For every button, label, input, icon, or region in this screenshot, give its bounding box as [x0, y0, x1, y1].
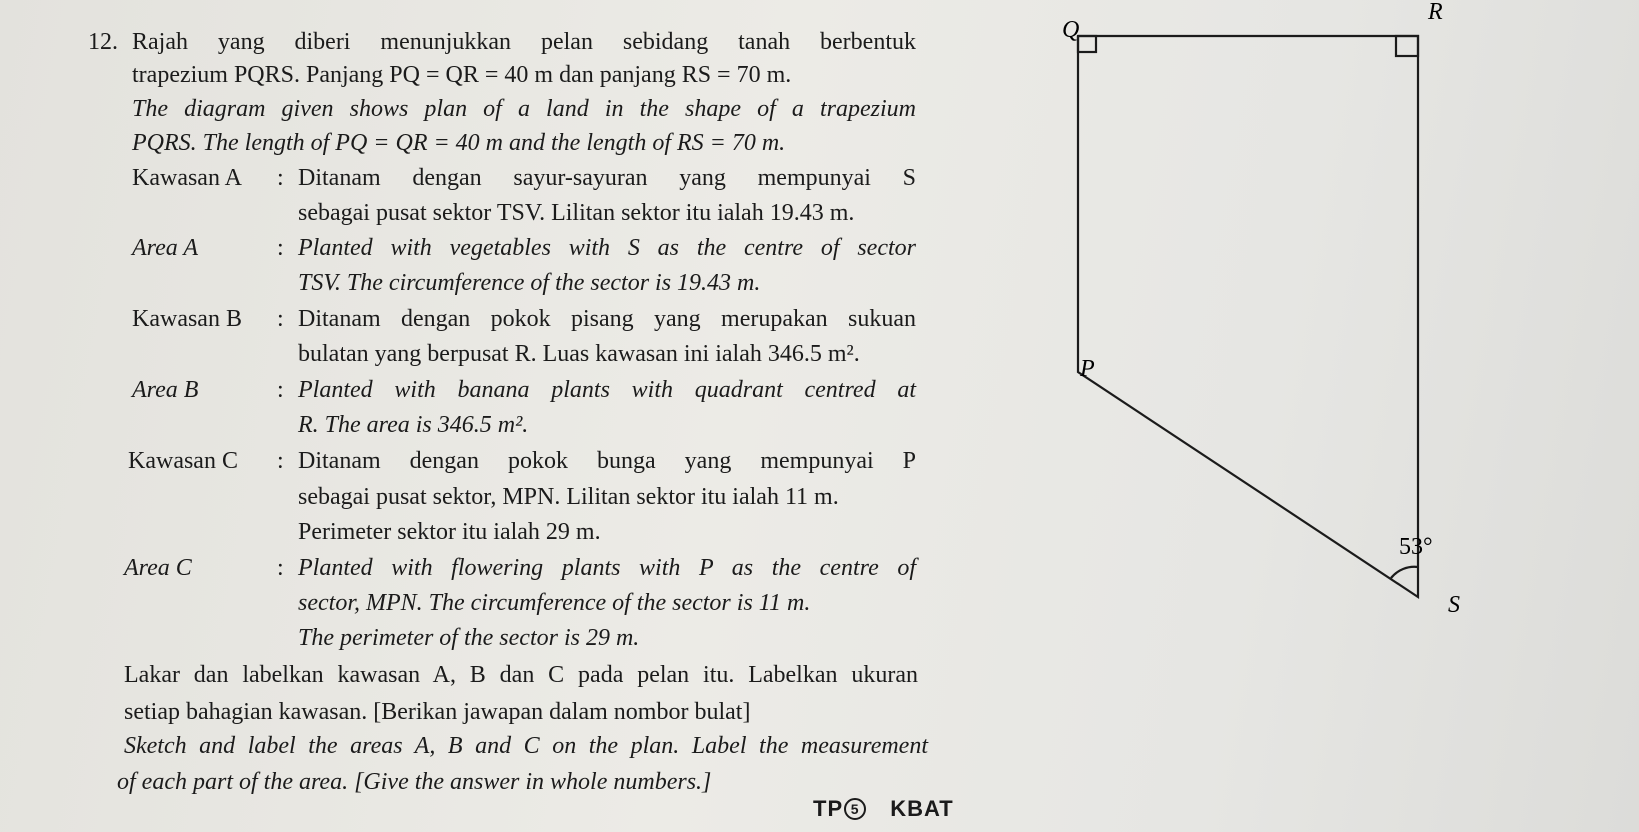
area-c-desc-ms-1: Ditanam dengan pokok bunga yang mempunyai P — [298, 448, 916, 474]
area-c-desc-ms-2: sebagai pusat sektor, MPN. Lilitan sektor itu ialah 11 m. — [298, 484, 839, 510]
area-b-colon-en: : — [277, 377, 284, 403]
kbat-label: KBAT — [890, 796, 954, 821]
instruction-ms-1: Lakar dan labelkan kawasan A, B dan C pada pelan itu. Labelkan ukuran — [124, 662, 918, 688]
vertex-label-q: Q — [1062, 17, 1080, 43]
area-a-label-ms: Kawasan A — [132, 165, 242, 191]
area-a-desc-en-2: TSV. The circumference of the sector is 19.43 m. — [298, 270, 761, 296]
area-a-colon-ms: : — [277, 165, 284, 191]
vertex-label-r: R — [1428, 0, 1443, 25]
area-c-label-ms: Kawasan C — [128, 448, 238, 474]
area-c-label-en: Area C — [124, 555, 192, 581]
intro-en-line-2: PQRS. The length of PQ = QR = 40 m and the length of RS = 70 m. — [132, 130, 786, 156]
question-number: 12. — [88, 29, 118, 55]
area-c-desc-en-2: sector, MPN. The circumference of the sector is 11 m. — [298, 590, 811, 616]
area-b-label-ms: Kawasan B — [132, 306, 242, 332]
area-b-colon-ms: : — [277, 306, 284, 332]
tp-level-badge: 5 — [844, 798, 866, 820]
vertex-label-p: P — [1080, 356, 1095, 382]
intro-en-line-1: The diagram given shows plan of a land in the shape of a trapezium — [132, 96, 916, 122]
area-b-desc-ms-2: bulatan yang berpusat R. Luas kawasan ini ialah 346.5 m². — [298, 341, 860, 367]
area-b-desc-ms-1: Ditanam dengan pokok pisang yang merupakan sukuan — [298, 306, 916, 332]
area-c-desc-en-1: Planted with flowering plants with P as the centre of — [298, 555, 916, 581]
area-a-label-en: Area A — [132, 235, 198, 261]
area-c-colon-ms: : — [277, 448, 284, 474]
area-a-desc-ms-2: sebagai pusat sektor TSV. Lilitan sektor itu ialah 19.43 m. — [298, 200, 855, 226]
instruction-ms-2: setiap bahagian kawasan. [Berikan jawapan dalam nombor bulat] — [124, 699, 751, 725]
intro-ms-line-2: trapezium PQRS. Panjang PQ = QR = 40 m dan panjang RS = 70 m. — [132, 62, 792, 88]
area-a-desc-ms-1: Ditanam dengan sayur-sayuran yang mempunyai S — [298, 165, 916, 191]
area-a-colon-en: : — [277, 235, 284, 261]
tp-label: TP — [813, 796, 844, 821]
area-b-desc-en-1: Planted with banana plants with quadrant centred at — [298, 377, 916, 403]
area-b-desc-en-2: R. The area is 346.5 m². — [298, 412, 529, 438]
instruction-en-2: of each part of the area. [Give the answer in whole numbers.] — [117, 769, 712, 795]
area-c-desc-ms-3: Perimeter sektor itu ialah 29 m. — [298, 519, 601, 545]
right-angle-mark-q — [1078, 36, 1096, 52]
vertex-label-s: S — [1448, 592, 1460, 618]
intro-ms-line-1: Rajah yang diberi menunjukkan pelan sebidang tanah berbentuk — [132, 29, 916, 55]
angle-label-s: 53° — [1399, 534, 1433, 560]
area-c-colon-en: : — [277, 555, 284, 581]
area-b-label-en: Area B — [132, 377, 199, 403]
instruction-en-1: Sketch and label the areas A, B and C on the plan. Label the measurement — [124, 733, 928, 759]
angle-arc-s — [1391, 567, 1418, 578]
area-a-desc-en-1: Planted with vegetables with S as the centre of sector — [298, 235, 916, 261]
area-c-desc-en-3: The perimeter of the sector is 29 m. — [298, 625, 640, 651]
trapezium-outline — [1078, 36, 1418, 597]
right-angle-mark-r — [1396, 36, 1418, 56]
